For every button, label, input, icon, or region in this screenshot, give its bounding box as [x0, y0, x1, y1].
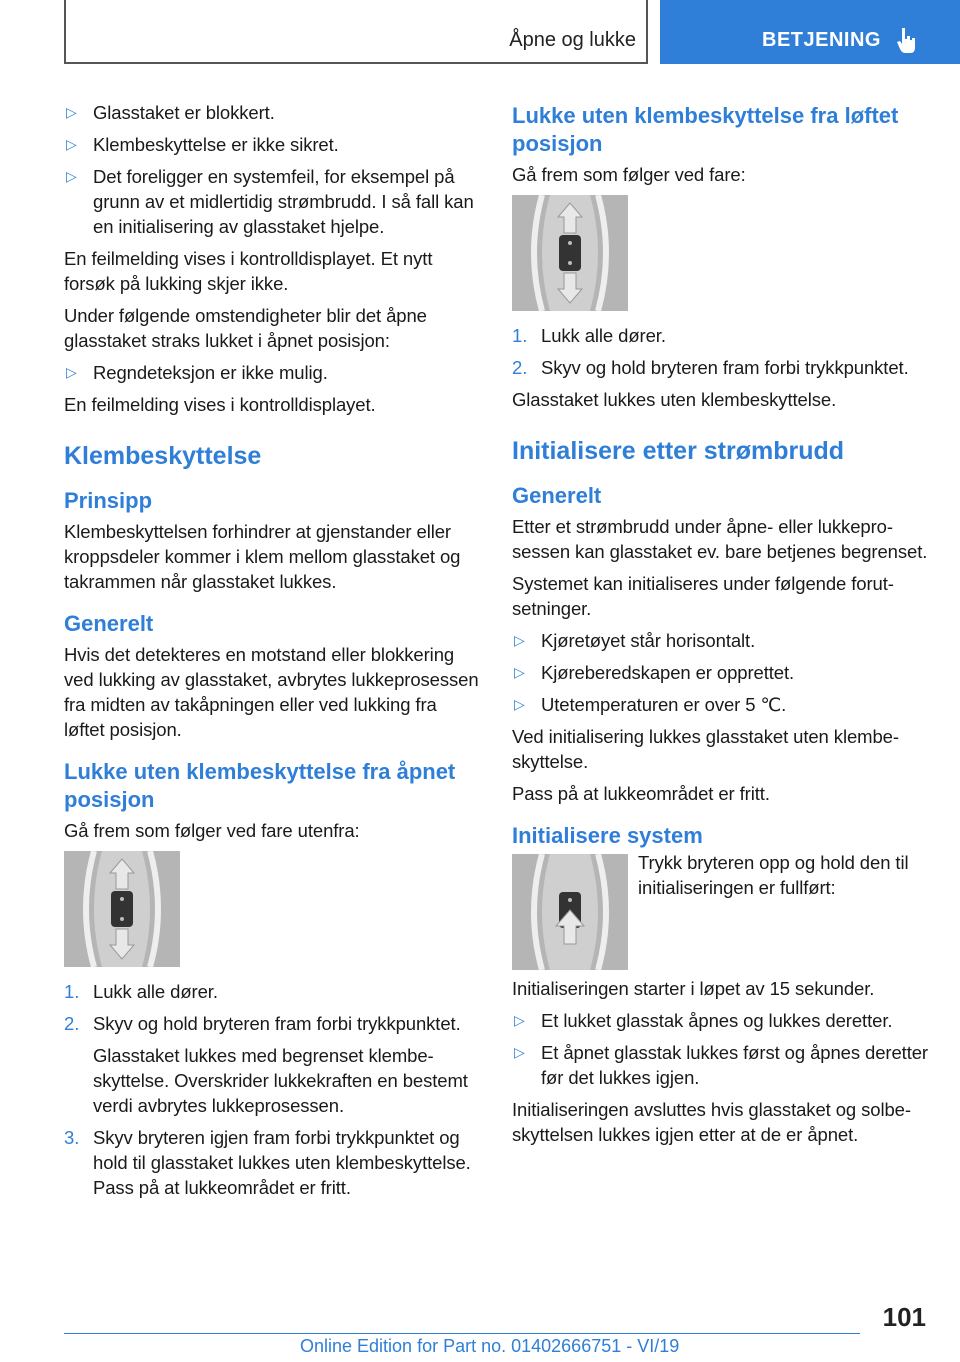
paragraph: Systemet kan initialiseres under følgende forutsetninger.: [512, 573, 894, 619]
list-item: 3. Skyv bryteren igjen fram forbi trykkpunktet og hold til glasstaket lukkes uten klembeskyttelse. Pass på at lukkeområdet er fritt.: [64, 1127, 471, 1198]
paragraph: Klembeskyttelsen forhindrer at gjenstander eller kroppsdeler kommer i klem mellom glasstaket og takrammen når glasstaket lukkes.: [64, 521, 461, 592]
heading-initialisere-system: Initialisere system: [512, 823, 703, 848]
heading-klembeskyttelse: Klembeskyttelse: [64, 442, 262, 470]
paragraph: Trykk bryteren opp og hold den til initialiseringen er fullført:: [638, 852, 909, 898]
right-column: [512, 100, 930, 1154]
list-item: ▷ Regndeteksjon er ikke mulig.: [66, 362, 328, 383]
paragraph: Gå frem som følger ved fare utenfra:: [64, 820, 360, 841]
list-item: ▷ Klembeskyttelse er ikke sikret.: [66, 134, 339, 155]
chapter-title: Åpne og lukke: [509, 29, 636, 51]
switch-illustration: [64, 851, 180, 967]
paragraph: Glasstaket lukkes uten klembeskyttelse.: [512, 389, 837, 410]
paragraph: Initialiseringen starter i løpet av 15 sekunder.: [512, 978, 875, 999]
list-item: ▷ Glasstaket er blokkert.: [66, 102, 275, 123]
bullet-triangle-icon: ▷: [514, 1012, 525, 1028]
bullet-triangle-icon: ▷: [66, 364, 77, 380]
bullet-triangle-icon: ▷: [514, 632, 525, 648]
list-item: 1. Lukk alle dører.: [512, 325, 666, 346]
bullet-triangle-icon: ▷: [514, 696, 525, 712]
paragraph: Etter et strømbrudd under åpne- eller lukkeprosessen kan glasstaket ev. bare betjenes begrenset.: [512, 516, 928, 562]
list-item: 2. Skyv og hold bryteren fram forbi trykkpunktet.: [512, 357, 909, 378]
paragraph: En feilmelding vises i kontrolldisplayet.: [64, 394, 376, 415]
heading-generelt: Generelt: [512, 483, 602, 508]
bullet-triangle-icon: ▷: [66, 104, 77, 120]
header-chapter-box: [64, 0, 648, 64]
bullet-triangle-icon: ▷: [66, 168, 77, 184]
list-item: ▷ Det foreligger en systemfeil, for eksempel på grunn av et midlertidig strømbrudd. I så fall kan en initialisering av glasstaket hjelpe.: [66, 166, 474, 237]
heading-lukke-apnet: Lukke uten klembeskyttelse fra åpnet posisjon: [64, 759, 456, 812]
list-item: ▷ Kjøretøyet står horisontalt.: [514, 630, 756, 651]
list-item: ▷ Et lukket glasstak åpnes og lukkes deretter.: [514, 1010, 893, 1031]
paragraph: Pass på at lukkeområdet er fritt.: [512, 783, 770, 804]
list-item: 2. Skyv og hold bryteren fram forbi trykkpunktet. Glasstaket lukkes med begrenset klembeskyttelse. Overskrider lukkekraften en bestemt verdi avbrytes lukkeprosessen.: [64, 1013, 468, 1116]
heading-lukke-loftet: Lukke uten klembeskyttelse fra løftet posisjon: [512, 103, 899, 156]
edition-note: Online Edition for Part no. 01402666751 - VI/19: [300, 1336, 680, 1356]
page-number: 101: [882, 1302, 926, 1332]
list-item: ▷ Utetemperaturen er over 5 ℃.: [514, 694, 787, 715]
list-item: ▷ Kjøreberedskapen er opprettet.: [514, 662, 795, 683]
section-title: BETJENING: [762, 29, 881, 51]
bullet-triangle-icon: ▷: [66, 136, 77, 152]
paragraph: Initialiseringen avsluttes hvis glasstaket og solbeskyttelsen lukkes igjen etter at de er åpnet.: [512, 1099, 912, 1145]
system-figure-block: [512, 854, 930, 976]
switch-up-illustration: [512, 854, 628, 970]
heading-generelt: Generelt: [64, 611, 154, 636]
paragraph: Hvis det detekteres en motstand eller blokkering ved lukking av glasstaket, avbrytes lukkeprosessen fra midten av takåpningen eller ved lukking fra løftet posisjon.: [64, 644, 479, 740]
heading-prinsipp: Prinsipp: [64, 488, 153, 513]
paragraph: Gå frem som følger ved fare:: [512, 164, 746, 185]
footer-divider: [64, 1333, 860, 1334]
bullet-triangle-icon: ▷: [514, 664, 525, 680]
paragraph: En feilmelding vises i kontrolldisplayet. Et nytt forsøk på lukking skjer ikke.: [64, 248, 433, 294]
paragraph: Under følgende omstendigheter blir det åpne glasstaket straks lukket i åpnet posisjon:: [64, 305, 427, 351]
list-item: 1. Lukk alle dører.: [64, 981, 218, 1002]
switch-illustration: [512, 195, 628, 311]
list-item: ▷ Et åpnet glasstak lukkes først og åpnes deretter før det lukkes igjen.: [514, 1042, 928, 1088]
left-column: [64, 100, 482, 1207]
bullet-triangle-icon: ▷: [514, 1044, 525, 1060]
header-section-tab: [660, 0, 960, 64]
paragraph: Ved initialisering lukkes glasstaket uten klembeskyttelse.: [512, 726, 899, 772]
heading-initialisere-strombrudd: Initialisere etter strømbrudd: [512, 437, 845, 465]
hand-pointer-icon: [896, 26, 918, 54]
